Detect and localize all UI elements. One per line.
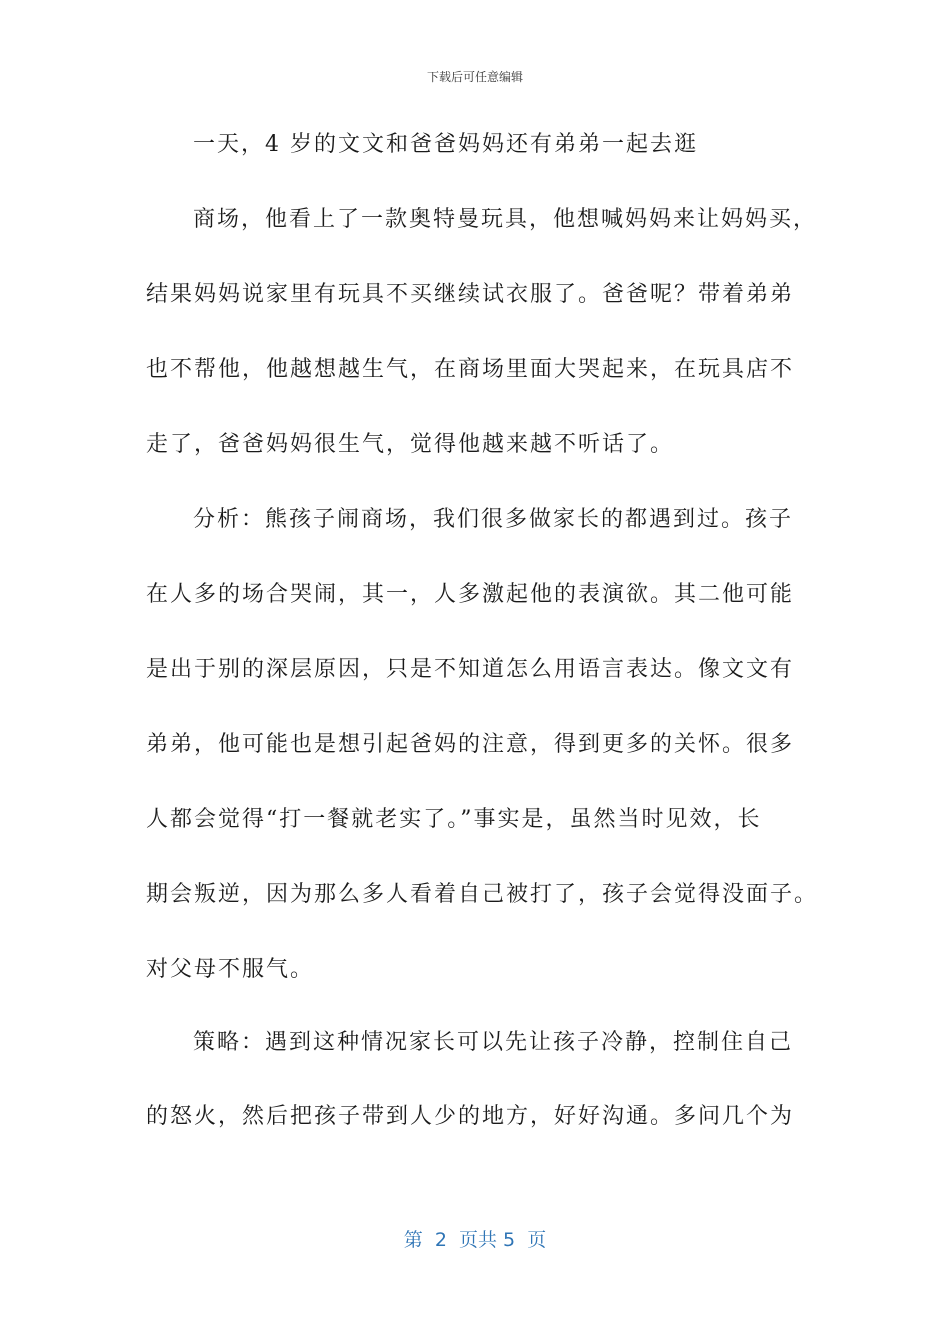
text-line: 人都会觉得“打一餐就老实了。”事实是，虽然当时见效，长 [146, 807, 762, 832]
text-line: 是出于别的深层原因，只是不知道怎么用语言表达。像文文有 [146, 657, 795, 682]
text-line: 也不帮他，他越想越生气，在商场里面大哭起来，在玩具店不 [146, 357, 795, 382]
text-line: 分析：熊孩子闹商场，我们很多做家长的都遇到过。孩子 [193, 507, 794, 532]
text-line: 策略：遇到这种情况家长可以先让孩子冷静，控制住自己 [193, 1030, 794, 1055]
page-number-footer: 第 2 页共 5 页 [403, 1229, 547, 1251]
text-line: 商场，他看上了一款奥特曼玩具，他想喊妈妈来让妈妈买， [193, 207, 818, 232]
text-line: 弟弟，他可能也是想引起爸妈的注意，得到更多的关怀。很多 [146, 732, 795, 757]
text-line: 的怒火，然后把孩子带到人少的地方，好好沟通。多问几个为 [146, 1104, 795, 1129]
text-line: 一天，4 岁的文文和爸爸妈妈还有弟弟一起去逛 [193, 132, 698, 157]
text-line: 在人多的场合哭闹，其一，人多激起他的表演欲。其二他可能 [146, 582, 795, 607]
text-line: 结果妈妈说家里有玩具不买继续试衣服了。爸爸呢？带着弟弟 [146, 282, 795, 307]
text-line: 走了，爸爸妈妈很生气，觉得他越来越不听话了。 [146, 432, 675, 457]
page-header-note: 下载后可任意编辑 [426, 70, 523, 84]
text-line: 期会叛逆，因为那么多人看着自己被打了，孩子会觉得没面子。 [146, 882, 819, 907]
text-line: 对父母不服气。 [146, 957, 315, 982]
